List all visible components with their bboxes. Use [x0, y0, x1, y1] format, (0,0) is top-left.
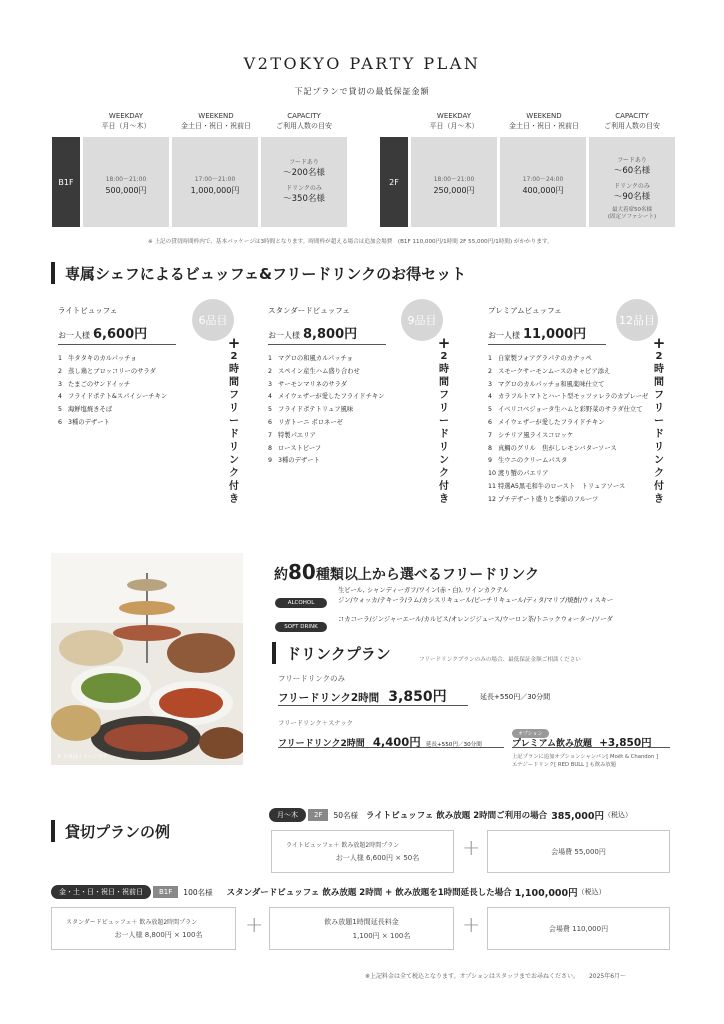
- buffet-item: 4 メイウェザーが愛したフライドチキン: [268, 393, 385, 401]
- plus-icon: +: [437, 334, 451, 352]
- buffet-item: 3 たまごのサンドイッチ: [58, 380, 131, 388]
- capacity-header: CAPACITY ご利用人数の目安: [604, 112, 660, 130]
- buffet-item: 4 カラフルトマトとハート型モッツァレラのカプレーゼ: [488, 393, 649, 401]
- weekday-cell: 18:00〜21:00 250,000円: [411, 137, 497, 227]
- example-1-desc: ライトビュッフェ 飲み放題 2時間ご利用の場合: [366, 811, 548, 821]
- drink-plan-heading-text: ドリンクプラン: [286, 644, 391, 663]
- plan-price: お一人様 6,600円: [58, 323, 176, 345]
- buffet-item: 9 生ウニのクリームパスタ: [488, 457, 568, 465]
- buffet-item: 1 牛タタキのカルパッチョ: [58, 355, 137, 362]
- item-count-badge: 12品目: [616, 299, 658, 341]
- drink-plan-1-name: フリードリンク2時間: [278, 692, 380, 704]
- capacity-cell: フードあり 〜60名様 ドリンクのみ 〜90名様 最大着席50名様 (固定ソファシート): [589, 137, 675, 227]
- photo-caption: ※ 写真はイメージです: [57, 754, 108, 760]
- plus-icon: +: [227, 334, 241, 352]
- drink-plan-2-name: フリードリンク2時間: [278, 739, 365, 749]
- drinks-heading-post: 種類以上から選べるフリードリンク: [315, 567, 540, 583]
- plus-icon: +: [462, 836, 481, 861]
- weekend-header: WEEKEND 金土日・祝日・祝前日: [509, 112, 579, 130]
- buffet-item: 7 シチリア風ライスコロッケ: [488, 431, 574, 439]
- drink-plan-2-ext: 延長+550円／30分間: [425, 742, 482, 748]
- footer-note: ※上記料金は全て税込となります。オプションはスタッフまでお尋ねください。: [365, 973, 580, 980]
- buffet-item: 4 フライドポテト&スパイシーチキン: [58, 393, 168, 401]
- example-2-box-2a: 飲み放題1時間延長料金: [324, 917, 399, 926]
- example-2-count: 100名様: [183, 887, 213, 897]
- option-note: 上記プランに追加オプションシャンパン[ Moët & Chandon ] エナジードリンク[ RED BULL ] も飲み放題: [512, 754, 659, 768]
- weekday-header: WEEKDAY 平日（月〜木）: [429, 112, 479, 130]
- example-1-total: 385,000円: [551, 811, 604, 822]
- drink-plan-1-price: 3,850円: [388, 689, 447, 705]
- buffet-heading-text: 専属シェフによるビュッフェ&フリードリンクのお得セット: [65, 264, 467, 283]
- weekday-cell: 18:00〜21:00 500,000円: [83, 137, 169, 227]
- example-2-days: 金・土・日・祝日・祝前日: [51, 885, 151, 899]
- buffet-photo: [51, 553, 243, 765]
- plus-icon: +: [245, 913, 264, 938]
- plus-icon: +: [652, 334, 666, 352]
- buffet-item: 8 真鯛のグリル 焦がしレモンバターソース: [488, 444, 617, 452]
- buffet-item: 5 フライドポテトリュフ風味: [268, 406, 354, 414]
- buffet-item: 6 メイウェザーが愛したフライドチキン: [488, 418, 605, 426]
- buffet-item: 8 ローストビーフ: [268, 444, 322, 452]
- examples-heading-text: 貸切プランの例: [65, 822, 171, 841]
- weekend-cell: 17:00〜24:00 400,000円: [500, 137, 586, 227]
- drinks-heading-num: 80: [288, 560, 316, 584]
- buffet-item: 1 自家製フォアグラパテのカナッペ: [488, 355, 592, 362]
- drink-plan-heading: [272, 642, 391, 664]
- soft-row: [275, 613, 327, 632]
- buffet-item: 9 3種のデザート: [268, 457, 320, 465]
- weekend-header: WEEKEND 金土日・祝日・祝前日: [181, 112, 251, 130]
- example-2-total: 1,100,000円: [514, 888, 578, 899]
- heading-bar: [51, 262, 55, 284]
- example-2-box-2b: 1,100円 × 100名: [352, 931, 411, 940]
- soft-drink-list: コカコーラ/ジンジャーエール/カルピス/オレンジジュース/ウーロン茶/トニックウォーター/ソーダ: [338, 616, 613, 623]
- drink-plan-1-ext: 延長+550円／30分間: [480, 693, 551, 701]
- capacity-header: CAPACITY ご利用人数の目安: [276, 112, 332, 130]
- item-count-badge: 9品目: [401, 299, 443, 341]
- buffet-item: 12 プチデザート盛りと季節のフルーツ: [488, 495, 599, 503]
- floor-label: 2F: [380, 137, 408, 227]
- buffet-item: 3 マグロのカルパッチョ和風薬味仕立て: [488, 380, 605, 388]
- drink-plan-1: [278, 686, 468, 706]
- buffet-item: 5 海鮮塩焼きそば: [58, 406, 113, 414]
- plan-items: [58, 353, 218, 430]
- plus-icon: +: [462, 913, 481, 938]
- example-1-count: 50名様: [333, 810, 359, 820]
- page-title: V2TOKYO PARTY PLAN: [243, 54, 481, 73]
- example-2-box-3: 会場費 110,000円: [487, 907, 670, 950]
- drinks-heading-pre: 約: [274, 567, 288, 583]
- page-subtitle: 下記プランで貸切の最低保証金額: [294, 87, 430, 96]
- example-1-floor: 2F: [308, 809, 328, 821]
- buffet-item: 2 蒸し鶏とブロッコリーのサラダ: [58, 367, 156, 375]
- buffet-item: 6 3種のデザート: [58, 418, 110, 426]
- buffet-photo-illustration: [51, 553, 243, 765]
- buffet-item: 6 リガトーニ ボロネーゼ: [268, 418, 343, 426]
- example-2-tax: （税込）: [577, 888, 606, 896]
- buffet-item: 2 スモークサーモンムースのキャビア添え: [488, 367, 611, 375]
- drink-plan-2: [278, 731, 504, 748]
- alcohol-list: 生ビール, シャンディーガフ/ワイン(赤・白), ワインカクテル ジン/ウォッカ/テキーラ/ラム/カシスリキュール/ピーチリキュール/ディタ/マリブ/焼酎/ウィスキー: [338, 587, 614, 604]
- plan-items: [488, 353, 653, 507]
- example-1-tax: （税込）: [603, 811, 632, 819]
- weekday-header: WEEKDAY 平日（月〜木）: [101, 112, 151, 130]
- drinks-heading: [274, 560, 539, 584]
- example-1-box-1: [271, 830, 454, 873]
- example-1-box-1a: ライトビュッフェ＋ 飲み放題2時間プラン: [286, 842, 400, 849]
- example-1-box-2: 会場費 55,000円: [487, 830, 670, 873]
- footer-date: 2025年6月〜: [588, 973, 627, 980]
- example-2-floor: B1F: [153, 886, 178, 898]
- plan-name: プレミアムビュッフェ: [488, 306, 562, 315]
- heading-bar: [272, 642, 276, 664]
- example-1-days: 月〜木: [269, 808, 306, 822]
- free-drink-vertical: 2時間フリードリンク付き: [439, 351, 449, 505]
- buffet-item: 2 スペイン産生ハム盛り合わせ: [268, 367, 360, 375]
- time-note: ※ 上記の貸切時間枠内で、基本パッケージは3時間となります。時間枠が超える場合は追加会場費 (B1F 110,000円/1時間 2F 55,000円/1時間) がかかります。: [148, 239, 553, 245]
- floor-label: B1F: [52, 137, 80, 227]
- buffet-item: 11 特選A5黒毛和牛のロースト トリュフソース: [488, 482, 626, 490]
- example-2-box-1: [51, 907, 236, 950]
- soft-drink-tag: SOFT DRINK: [275, 622, 327, 632]
- example-2-box-1b: お一人様 8,800円 × 100名: [114, 931, 203, 939]
- option-name: プレミアム飲み放題: [512, 739, 593, 749]
- option-tag: オプション: [512, 729, 549, 738]
- buffet-item: 5 イベリコベジョータ生ハムと彩野菜のサラダ仕立て: [488, 406, 643, 414]
- buffet-item: 7 特製パエリア: [268, 431, 316, 439]
- example-2-header: [51, 885, 606, 899]
- example-2-box-2: [269, 907, 454, 950]
- buffet-heading: [51, 262, 466, 284]
- alcohol-tag: ALCOHOL: [275, 598, 327, 608]
- example-2-box-1a: スタンダードビュッフェ＋ 飲み放題2時間プラン: [66, 919, 198, 926]
- example-2-desc: スタンダードビュッフェ 飲み放題 2時間 + 飲み放題を1時間延長した場合: [226, 888, 512, 898]
- example-1-box-1b: お一人様 6,600円 × 50名: [335, 854, 420, 862]
- plan-name: スタンダードビュッフェ: [268, 306, 350, 315]
- plan-price: お一人様 11,000円: [488, 323, 606, 345]
- footer: [365, 971, 626, 980]
- plan-items: [268, 353, 428, 468]
- examples-heading: [51, 820, 170, 842]
- item-count-badge: 6品目: [192, 299, 234, 341]
- free-drink-vertical: 2時間フリードリンク付き: [654, 351, 664, 505]
- drink-plan-2-label: フリードリンク＋スナック: [278, 720, 353, 727]
- option-plan: [512, 731, 670, 748]
- drink-plan-2-price: 4,400円: [372, 735, 421, 749]
- heading-bar: [51, 820, 55, 842]
- weekend-cell: 17:00〜21:00 1,000,000円: [172, 137, 258, 227]
- buffet-item: 3 サーモンマリネのサラダ: [268, 380, 348, 388]
- plan-name: ライトビュッフェ: [58, 306, 118, 315]
- drink-plan-1-label: フリードリンクのみ: [278, 674, 346, 683]
- buffet-item: 1 マグロの和風カルパッチョ: [268, 355, 353, 362]
- free-drink-vertical: 2時間フリードリンク付き: [229, 351, 239, 505]
- plan-price: お一人様 8,800円: [268, 323, 386, 345]
- capacity-cell: フードあり 〜200名様 ドリンクのみ 〜350名様: [261, 137, 347, 227]
- buffet-item: 10 渡り蟹のパエリア: [488, 470, 549, 478]
- drink-plan-note: フリードリンクプランのみの場合、最低保証金額ご相談ください: [419, 657, 581, 663]
- option-price: +3,850円: [599, 737, 652, 749]
- example-1-header: [269, 808, 632, 822]
- alcohol-row: [275, 589, 327, 608]
